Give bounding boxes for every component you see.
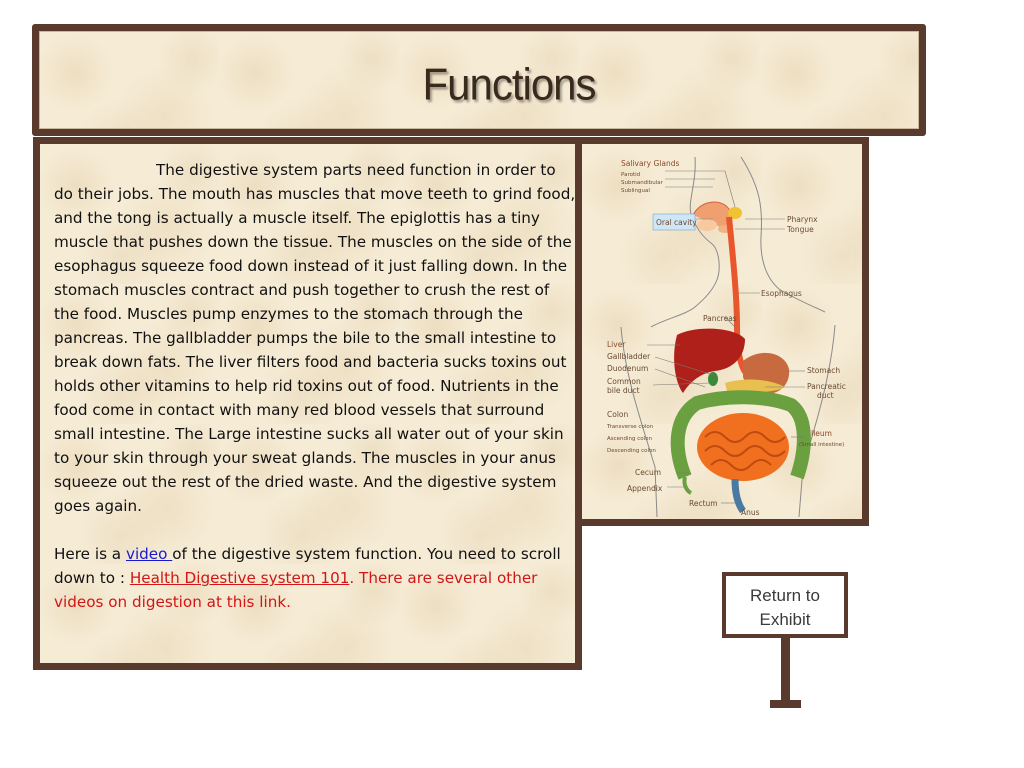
- digestive-system-diagram: [585, 147, 863, 521]
- label-anus: Anus: [741, 508, 760, 517]
- label-duodenum: Duodenum: [607, 364, 649, 373]
- label-pancreatic-duct-1: Pancreatic: [807, 382, 846, 391]
- label-common-bile-duct-1: Common: [607, 377, 641, 386]
- paragraph-2-prefix: Here is a: [54, 545, 126, 563]
- video-link[interactable]: video: [125, 545, 173, 563]
- label-parotid: Parotid: [621, 172, 641, 178]
- label-appendix: Appendix: [627, 484, 663, 493]
- label-ileum-sub: (Small intestine): [799, 442, 845, 448]
- paragraph-2: [54, 542, 576, 614]
- health-digestive-link[interactable]: Health Digestive system 101: [129, 569, 350, 587]
- diagram-frame: [578, 137, 869, 526]
- paragraph-1: [54, 158, 576, 518]
- label-pharynx: Pharynx: [787, 215, 818, 224]
- label-ascending-colon: Ascending colon: [607, 436, 653, 442]
- label-common-bile-duct-2: bile duct: [607, 386, 640, 395]
- body-text: [54, 158, 576, 614]
- paragraph-2-middle: of the digestive system function. You need to scroll down to :: [54, 545, 561, 587]
- paragraph-2-suffix: . There are several other videos on digestion at this link.: [54, 569, 538, 611]
- sign-post: [781, 638, 790, 702]
- sign-foot: [770, 700, 801, 708]
- label-salivary-glands: Salivary Glands: [621, 159, 680, 168]
- label-rectum: Rectum: [689, 499, 718, 508]
- return-to-exhibit-button[interactable]: [722, 572, 848, 638]
- label-liver: Liver: [607, 340, 626, 349]
- label-submandibular: Submandibular: [621, 180, 663, 186]
- label-ileum: Ileum: [811, 429, 832, 438]
- page-title: Functions: [422, 59, 596, 110]
- oral-cavity-shape: [697, 219, 717, 231]
- label-oral-cavity: Oral cavity: [656, 218, 697, 227]
- label-pancreas: Pancreas: [703, 314, 737, 323]
- label-esophagus: Esophagus: [761, 289, 802, 298]
- rectum-shape: [735, 479, 743, 511]
- label-tongue: Tongue: [787, 225, 814, 234]
- label-stomach: Stomach: [807, 366, 841, 375]
- paragraph-1-text: The digestive system parts need function in order to do their jobs. The mouth has muscles that move teeth to grind food, and the tong is actually a muscle itself. The epiglottis has a tiny muscle that pushes down the tissue. The muscles on the side of the esophagus squeeze food down instead of it just falling down. In the stomach muscles contract and push together to crush the rest of the food. Muscles pump enzymes to the stomach through the pancreas. The gallbladder pumps the bile to the small intestine to break down fats. The liver filters food and bacteria sucks toxins out holds other vitamins to help rid toxins out of food. Nutrients in the food come in contact with many red blood vessels that surround small intestine. The Large intestine sucks all water out of your skin to your skin through your sweat glands. The muscles in your anus squeeze out the rest of the dried waste. And the digestive system goes again.: [54, 161, 576, 515]
- text-panel: [33, 137, 582, 670]
- label-descending-colon: Descending colon: [607, 448, 656, 454]
- return-label-line-2: Exhibit: [759, 610, 811, 629]
- appendix-shape: [684, 477, 691, 493]
- return-to-exhibit-label: [726, 584, 844, 632]
- label-cecum: Cecum: [635, 468, 662, 477]
- label-sublingual: Sublingual: [621, 188, 650, 194]
- label-pancreatic-duct-2: duct: [817, 391, 834, 400]
- return-label-line-1: Return to: [750, 586, 820, 605]
- title-frame: [32, 24, 926, 136]
- label-gallbladder: Gallbladder: [607, 352, 651, 361]
- label-colon: Colon: [607, 410, 629, 419]
- label-transverse-colon: Transverse colon: [607, 424, 654, 430]
